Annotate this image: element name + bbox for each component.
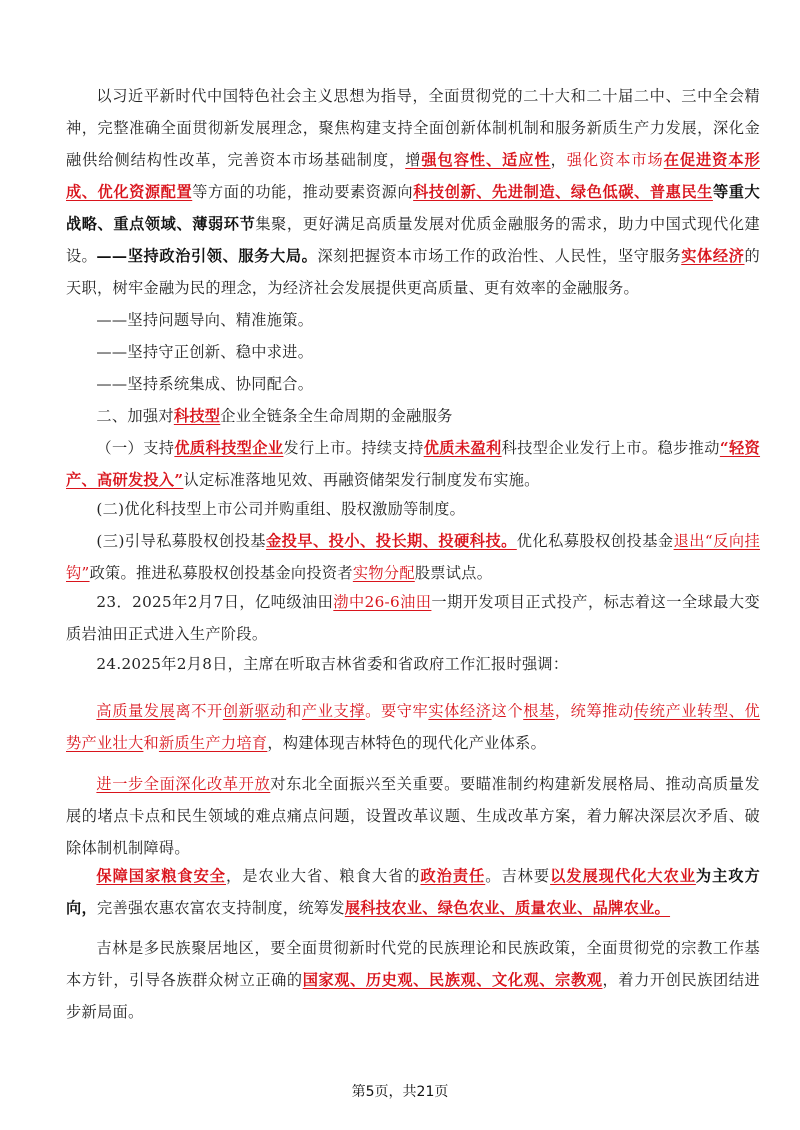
paragraph-reform-opening: 进一步全面深化改革开放对东北全面振兴至关重要。要瞄准制约构建新发展格局、推动高质量发展的堵点卡点和民生领域的难点痛点问题，设置改革议题、生成改革方案，着力解决深层次矛盾、破除体制机制障碍。 xyxy=(66,775,760,857)
highlight-unprofitable: 优质未盈利 xyxy=(423,439,502,457)
page-number-footer: 第5页，共21页 xyxy=(351,1084,449,1100)
item-three: (三)引导私募股权创投基金投早、投小、投长期、投硬科技。优化私募股权创投基金退出“反向挂钩”政策。推进私募股权创投基金向投资者实物分配股票试点。 xyxy=(66,532,761,582)
highlight-tech-innovation: 科技创新、先进制造、绿色低碳、普惠民生 xyxy=(413,183,713,201)
paragraph-guiding-ideology: 以习近平新时代中国特色社会主义思想为指导，全面贯彻党的二十大和二十届二中、三中全会精神，完整准确全面贯彻新发展理念，聚焦构建支持全面创新体制机制和服务新质生产力发展，深化金融供给侧结构性改革，完善资本市场基础制度，增强包容性、适应性，强化资本市场在促进资本形成、优化资源配置等方面的功能，推动要素资源向科技创新、先进制造、绿色低碳、普惠民生等重大战略、重点领域、薄弱环节集聚，更好满足高质量发展对优质金融服务的需求，助力中国式现代化建设。 xyxy=(66,87,760,265)
item-23-oilfield: 23．2025年2月7日，亿吨级油田渤中26-6油田一期开发项目正式投产，标志着这一全球最大变质岩油田正式进入生产阶段。 xyxy=(66,593,760,643)
highlight-invest-early: 金投早、投小、投长期、投硬科技。 xyxy=(265,532,517,550)
item-two: (二)优化科技型上市公司并购重组、股权激励等制度。 xyxy=(96,500,466,518)
principle-innovation: ——坚持守正创新、稳中求进。 xyxy=(96,343,314,361)
principle-problem-oriented: ——坚持问题导向、精准施策。 xyxy=(96,311,314,329)
highlight-tech-agriculture: 展科技农业、绿色农业、质量农业、品牌农业。 xyxy=(344,899,671,917)
highlight-real-economy: 实体经济 xyxy=(681,247,745,265)
highlight-inclusiveness: 强包容性、适应性 xyxy=(421,151,551,169)
highlight-reverse-link: 退出“反向挂钩” xyxy=(66,532,761,582)
principle-integration: ——坚持系统集成、协同配合。 xyxy=(96,375,314,393)
paragraph-ethnic-unity: 吉林是多民族聚居地区，要全面贯彻新时代党的民族理论和民族政策，全面贯彻党的宗教工作基本方针，引导各族群众树立正确的国家观、历史观、民族观、文化观、宗教观，着力开创民族团结进步新局面。 xyxy=(66,939,761,1021)
highlight-capital-formation: 在促进资本形成、优化资源配置 xyxy=(66,151,760,201)
highlight-in-kind: 实物分配 xyxy=(352,564,415,582)
highlight-political-duty: 政治责任 xyxy=(420,867,486,885)
highlight-reform-opening: 进一步全面深化改革开放 xyxy=(96,775,271,793)
paragraph-food-security: 保障国家粮食安全，是农业大省、粮食大省的政治责任。吉林要以发展现代化大农业为主攻方向，完善强农惠农富农支持制度，统筹发展科技农业、绿色农业、质量农业、品牌农业。 xyxy=(66,867,761,917)
highlight-oilfield: 渤中26-6油田 xyxy=(333,593,432,611)
section-heading-two: 二、加强对科技型企业全链条全生命周期的金融服务 xyxy=(96,407,453,425)
highlight-food-security: 保障国家粮食安全 xyxy=(96,867,227,885)
item-one: （一）支持优质科技型企业发行上市。持续支持优质未盈利科技型企业发行上市。稳步推动“轻资产、高研发投入”认定标准落地见效、再融资储架发行制度发布实施。 xyxy=(66,439,761,489)
highlight-tech-type: 科技型 xyxy=(173,407,221,425)
paragraph-political-guidance: ——坚持政治引领、服务大局。深刻把握资本市场工作的政治性、人民性，坚守服务实体经济的天职，树牢金融为民的理念，为经济社会发展提供更高质量、更有效率的金融服务。 xyxy=(66,247,760,297)
highlight-light-assets: “轻资产、高研发投入” xyxy=(66,439,761,489)
highlight-five-views: 国家观、历史观、民族观、文化观、宗教观 xyxy=(302,971,603,989)
highlight-modern-agriculture: 以发展现代化大农业 xyxy=(550,867,696,885)
highlight-quality-tech-firms: 优质科技型企业 xyxy=(174,439,284,457)
item-24-jilin: 24.2025年2月8日，主席在听取吉林省委和省政府工作汇报时强调： xyxy=(96,655,569,673)
paragraph-high-quality-development: 高质量发展离不开创新驱动和产业支撑。要守牢实体经济这个根基，统筹推动传统产业转型、优势产业壮大和新质生产力培育，构建体现吉林特色的现代化产业体系。 xyxy=(66,702,761,752)
